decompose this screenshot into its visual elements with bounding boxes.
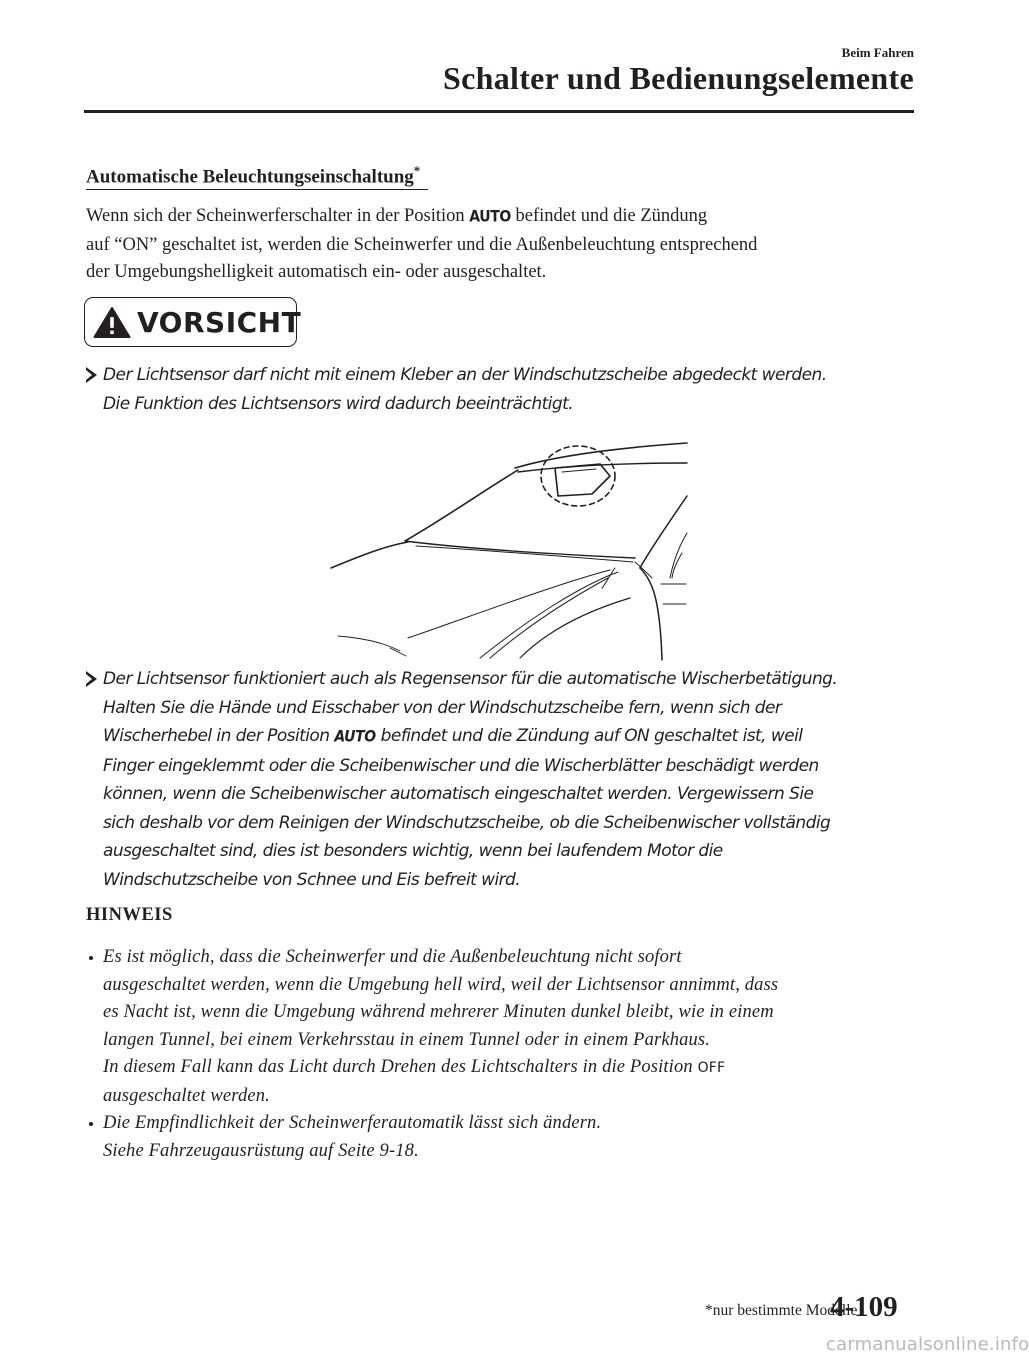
chapter-title: Schalter und Bedienungselemente xyxy=(443,60,914,96)
section-heading xyxy=(86,163,428,190)
note-line: Siehe Fahrzeugausrüstung auf Seite 9-18. xyxy=(103,1140,419,1161)
caution-item xyxy=(86,665,837,894)
caution-line: Der Lichtsensor funktioniert auch als Regensensor für die automatische Wischerbetätigung. xyxy=(103,669,838,689)
note-line: ausgeschaltet werden, wenn die Umgebung hell wird, weil der Lichtsensor annimmt, dass xyxy=(103,974,779,995)
caution-line: Der Lichtsensor darf nicht mit einem Kleber an der Windschutzscheibe abgedeckt werden. xyxy=(103,365,827,385)
caution-line: ausgeschaltet sind, dies ist besonders wichtig, wenn bei laufendem Motor die xyxy=(103,841,723,861)
caution-line: können, wenn die Scheibenwischer automatisch eingeschaltet werden. Vergewissern Sie xyxy=(103,784,814,804)
light-sensor-illustration xyxy=(330,438,695,663)
note-line: Es ist möglich, dass die Scheinwerfer und die Außenbeleuchtung nicht sofort xyxy=(103,947,682,967)
caution-line: Die Funktion des Lichtsensors wird dadurch beeinträchtigt. xyxy=(103,393,574,414)
caution-line xyxy=(103,722,837,752)
caution-line: Windschutzscheibe von Schnee und Eis befreit wird. xyxy=(103,869,521,890)
note-line: es Nacht ist, wenn die Umgebung während mehrerer Minuten dunkel bleibt, wie in einem xyxy=(103,1002,774,1023)
arrow-bullet-icon xyxy=(86,367,97,383)
caution-text-part: Wischerhebel in der Position xyxy=(103,726,330,746)
caution-line: Halten Sie die Hände und Eisschaber von der Windschutzscheibe fern, wenn sich der xyxy=(103,697,782,718)
intro-text: befindet und die Zündung xyxy=(515,206,708,226)
intro-line: auf “ON” geschaltet ist, werden die Scheinwerfer und die Außenbeleuchtung entsprechend xyxy=(86,234,758,255)
note-line: langen Tunnel, bei einem Verkehrsstau in einem Tunnel oder in einem Parkhaus. xyxy=(103,1029,711,1050)
note-line: ausgeschaltet werden. xyxy=(103,1085,270,1106)
intro-text: Wenn sich der Scheinwerferschalter in der Position xyxy=(86,206,465,226)
header-rule xyxy=(84,110,914,113)
caution-line: sich deshalb vor dem Reinigen der Windschutzscheibe, ob die Scheibenwischer vollständig xyxy=(103,812,831,833)
model-footnote-mark: * xyxy=(413,163,421,178)
intro-line xyxy=(86,203,916,232)
section-heading-text: Automatische Beleuchtungseinschaltung xyxy=(86,166,414,188)
caution-item-text xyxy=(103,361,827,418)
off-position-symbol: OFF xyxy=(697,1060,726,1077)
intro-paragraph xyxy=(86,203,916,287)
note-text-part: In diesem Fall kann das Licht durch Drehen des Lichtschalters in die Position xyxy=(103,1057,693,1078)
note-heading: HINWEIS xyxy=(86,905,173,925)
auto-position-symbol: AUTO xyxy=(469,207,511,227)
caution-badge xyxy=(84,297,302,347)
caution-item-text xyxy=(103,665,837,894)
caution-label: VORSICHT xyxy=(137,305,302,339)
caution-text-part: befindet und die Zündung auf ON geschaltet ist, weil xyxy=(380,726,803,746)
caution-item xyxy=(86,361,827,418)
note-item-text xyxy=(103,1110,601,1165)
auto-position-symbol: AUTO xyxy=(334,727,376,747)
note-item-text xyxy=(103,944,778,1111)
page-number: 4-109 xyxy=(830,1291,898,1323)
arrow-bullet-icon xyxy=(86,671,97,687)
bullet-dot-icon xyxy=(89,1122,93,1126)
note-line: Die Empfindlichkeit der Scheinwerferautomatik lässt sich ändern. xyxy=(103,1113,602,1133)
note-line xyxy=(103,1054,778,1083)
bullet-dot-icon xyxy=(89,956,93,960)
warning-triangle-icon xyxy=(93,306,131,339)
section-label: Beim Fahren xyxy=(841,45,914,60)
watermark: carmanualsonline.info xyxy=(826,1334,1029,1355)
model-footnote: *nur bestimmte Modelle xyxy=(705,1302,858,1319)
intro-line: der Umgebungshelligkeit automatisch ein- oder ausgeschaltet. xyxy=(86,262,547,282)
note-item xyxy=(86,944,778,1111)
note-item xyxy=(86,1110,601,1165)
caution-line: Finger eingeklemmt oder die Scheibenwischer und die Wischerblätter beschädigt werden xyxy=(103,755,819,776)
